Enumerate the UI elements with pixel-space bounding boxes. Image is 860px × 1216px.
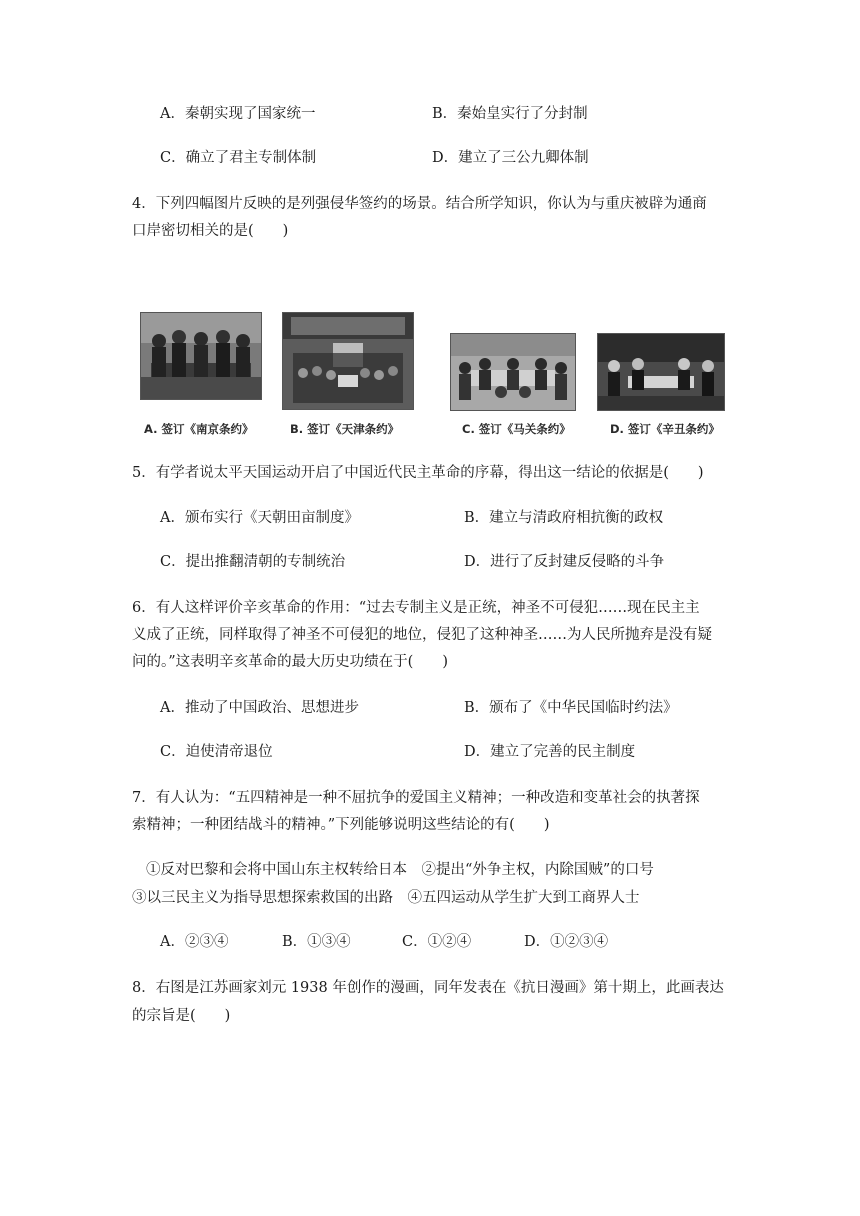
photo-xinchou-treaty [597,333,725,411]
q8-question-line2: 的宗旨是( ) [132,1008,231,1024]
q6-question-line1: 6．有人这样评价辛亥革命的作用：“过去专制主义是正统，神圣不可侵犯……现在民主主 [132,600,700,616]
q7-option-d: D．①②③④ [524,934,609,950]
caption-d: D. 签订《辛丑条约》 [610,422,720,436]
q5-option-c: C．提出推翻清朝的专制统治 [160,554,346,570]
q7-option-c: C．①②④ [402,934,472,950]
photo-tianjin-treaty [282,312,414,410]
photo-shimonoseki-treaty [450,333,576,411]
q6-question-line2: 义成了正统，同样取得了神圣不可侵犯的地位，侵犯了这种神圣……为人民所抛弃是没有疑 [132,627,712,643]
q3-option-c: C．确立了君主专制体制 [160,150,317,166]
q7-items-line2: ③以三民主义为指导思想探索救国的出路 ④五四运动从学生扩大到工商界人士 [132,890,640,906]
q5-option-a: A．颁布实行《天朝田亩制度》 [160,510,359,526]
q6-option-c: C．迫使清帝退位 [160,744,273,760]
q8-question-line1: 8．右图是江苏画家刘元 1938 年创作的漫画，同年发表在《抗日漫画》第十期上，此画表达 [132,980,724,996]
q7-question-line1: 7．有人认为：“五四精神是一种不屈抗争的爱国主义精神；一种改造和变革社会的执著探 [132,790,700,806]
q7-question-line2: 索精神；一种团结战斗的精神。”下列能够说明这些结论的有( ) [132,817,550,833]
q3-option-d: D．建立了三公九卿体制 [432,150,589,166]
q4-question-line1: 4．下列四幅图片反映的是列强侵华签约的场景。结合所学知识，你认为与重庆被辟为通商 [132,196,707,212]
q5-option-d: D．进行了反封建反侵略的斗争 [464,554,665,570]
q6-option-d: D．建立了完善的民主制度 [464,744,636,760]
q7-option-b: B．①③④ [282,934,351,950]
caption-c: C. 签订《马关条约》 [462,422,571,436]
caption-a: A. 签订《南京条约》 [144,422,254,436]
q6-question-line3: 问的。”这表明辛亥革命的最大历史功绩在于( ) [132,654,448,670]
q7-items-line1: ①反对巴黎和会将中国山东主权转给日本 ②提出“外争主权，内除国贼”的口号 [146,862,654,878]
q5-option-b: B．建立与清政府相抗衡的政权 [464,510,664,526]
q5-question-line1: 5．有学者说太平天国运动开启了中国近代民主革命的序幕，得出这一结论的依据是( ) [132,465,704,481]
q3-option-b: B．秦始皇实行了分封制 [432,106,588,122]
q7-option-a: A．②③④ [160,934,229,950]
caption-b: B. 签订《天津条约》 [290,422,400,436]
q6-option-b: B．颁布了《中华民国临时约法》 [464,700,678,716]
photo-nanjing-treaty [140,312,262,400]
q3-option-a: A．秦朝实现了国家统一 [160,106,316,122]
q6-option-a: A．推动了中国政治、思想进步 [160,700,359,716]
q4-question-line2: 口岸密切相关的是( ) [132,223,289,239]
